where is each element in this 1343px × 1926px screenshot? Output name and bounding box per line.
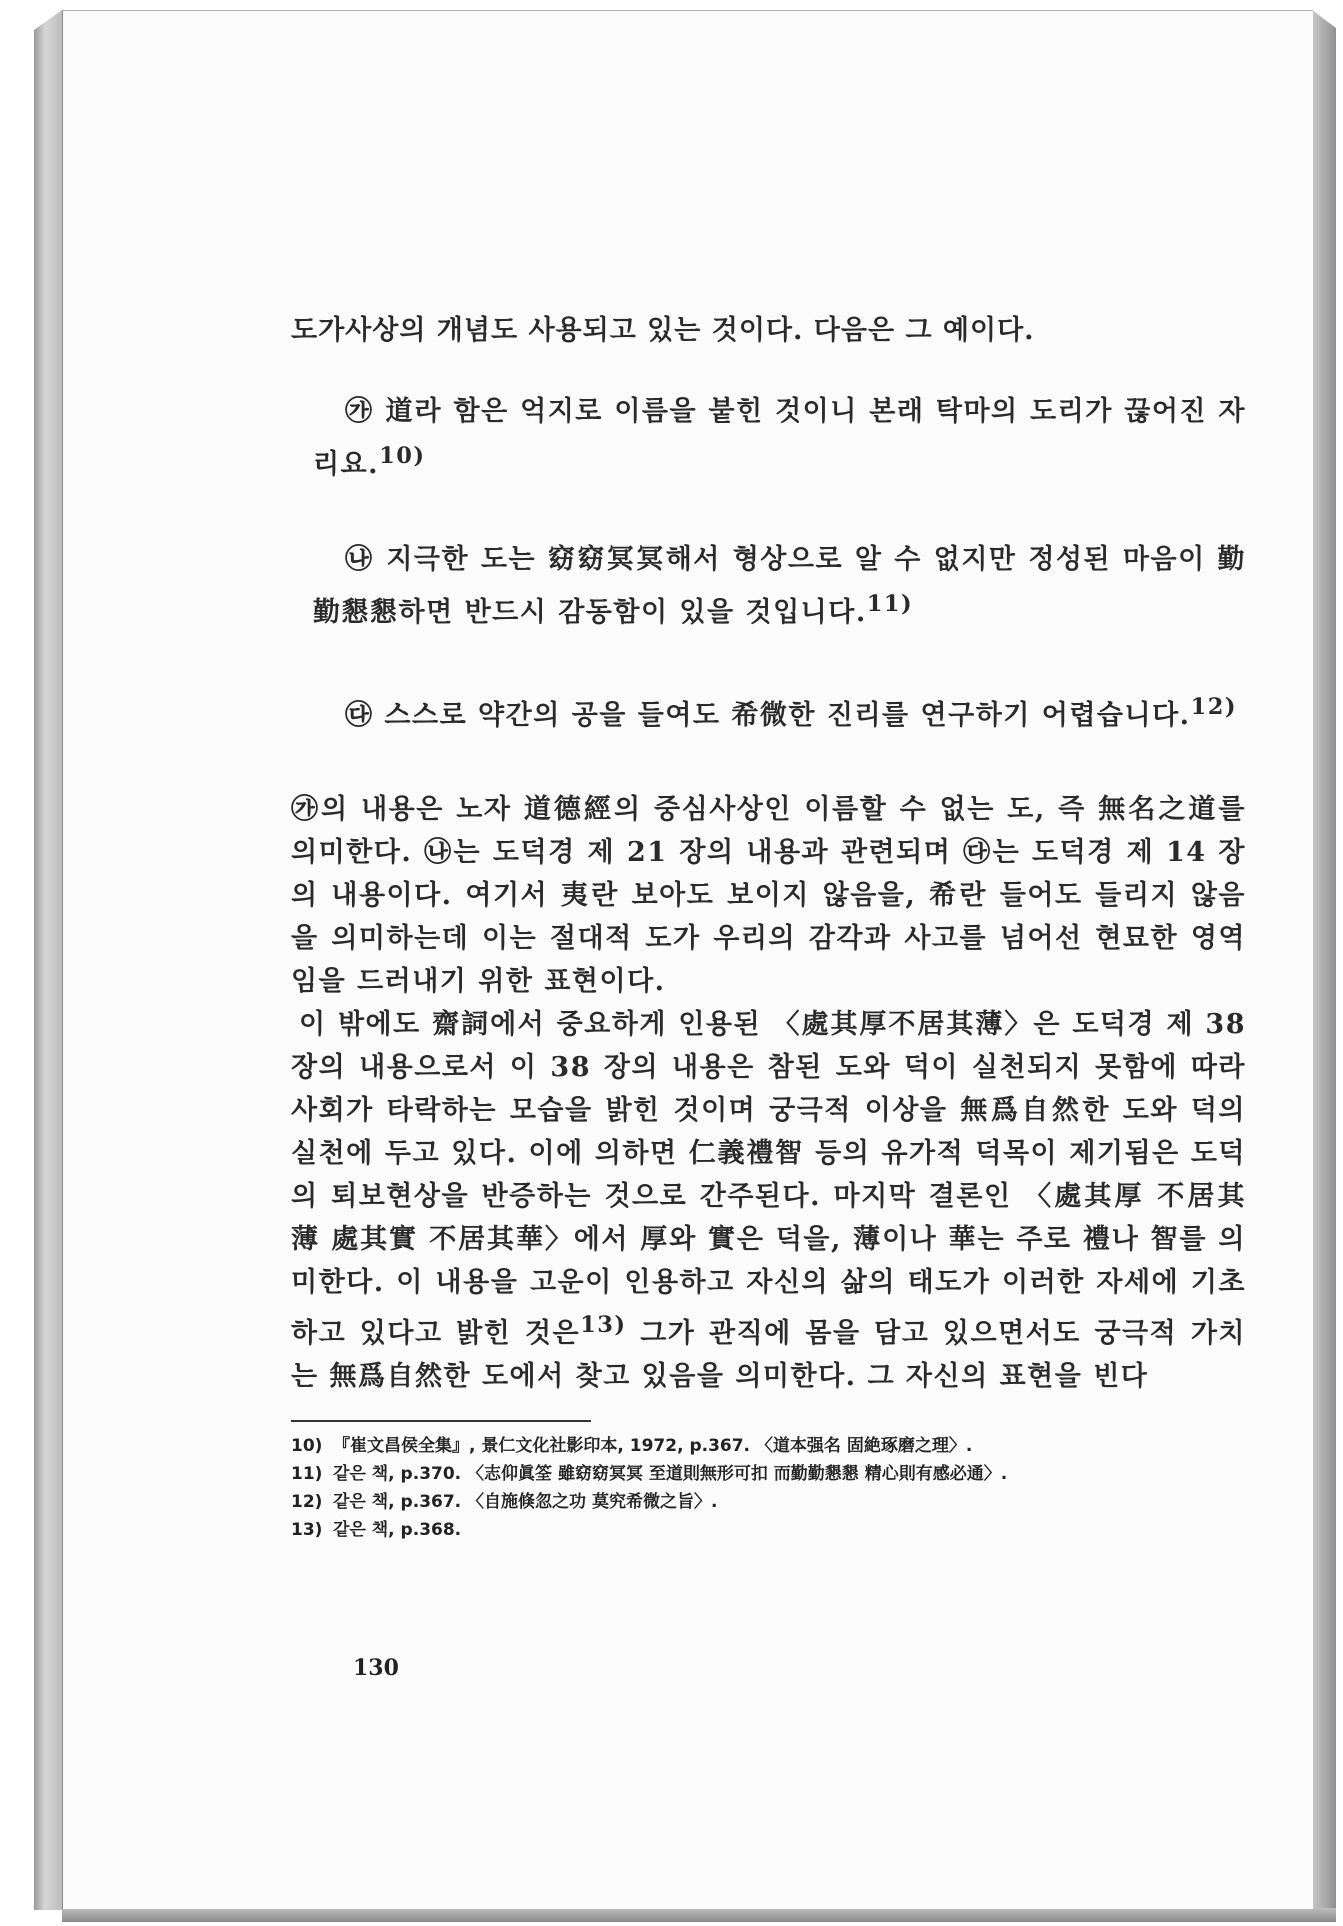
footnote-number: 12)	[291, 1492, 323, 1512]
footnote-ref: 13)	[580, 1312, 627, 1338]
body-paragraph-2	[291, 1003, 1246, 1398]
footnote-text: 같은 책, p.367. 〈自施倏忽之功 莫究希微之旨〉.	[333, 1492, 718, 1512]
quote-da	[291, 685, 1246, 738]
footnote-number: 11)	[291, 1464, 323, 1484]
page-stack-bottom-edge	[62, 1908, 1336, 1922]
footnote-11	[291, 1460, 1246, 1488]
body-paragraph-1: ㉮의 내용은 노자 道德經의 중심사상인 이름할 수 없는 도, 즉 無名之道를 의미한다. ㉯는 도덕경 제 21 장의 내용과 관련되며 ㉰는 도덕경 제 14 장의 내용이다. 여기서 夷란 보아도 보이지 않음을, 希란 들어도 들리지 않음을 의미하는데 이는 절대적 도가 우리의 감각과 사고를 넘어선 현묘한 영역임을 드러내기 위한 표현이다.	[291, 794, 1246, 997]
page-stack-right-edge	[1312, 10, 1336, 1914]
body-paragraph-2-text: 이 밖에도 齋詞에서 중요하게 인용된 〈處其厚不居其薄〉은 도덕경 제 38 장의 내용으로서 이 38 장의 내용은 참된 도와 덕이 실천되지 못함에 따라 사회가 타락하는 모습을 밝힌 것이며 궁극적 이상을 無爲自然한 도와 덕의 실천에 두고 있다. 이에 의하면 仁義禮智 등의 유가적 덕목이 제기됨은 도덕의 퇴보현상을 반증하는 것으로 간주된다. 마지막 결론인 〈處其厚 不居其薄 處其實 不居其華〉에서 厚와 實은 덕을, 薄이나 華는 주로 禮나 智를 의미한다. 이 내용을 고운이 인용하고 자신의 삶의 태도가 이러한 자세에 기초하고 있다고 밝힌 것은	[291, 1009, 1246, 1349]
footnote-number: 10)	[291, 1436, 323, 1456]
page-number: 130	[353, 1655, 399, 1681]
footnote-ref: 10)	[379, 443, 426, 469]
footnote-10	[291, 1432, 1246, 1460]
quote-text: 道라 함은 억지로 이름을 붙힌 것이니 본래 탁마의 도리가 끊어진 자리요.	[313, 396, 1246, 480]
footnote-divider	[291, 1420, 591, 1422]
page-stack-left-edge	[34, 10, 62, 1910]
footnote-number: 13)	[291, 1520, 323, 1540]
footnote-ref: 12)	[1190, 694, 1238, 720]
quote-text: 스스로 약간의 공을 들여도 希微한 진리를 연구하기 어렵습니다.	[384, 700, 1191, 731]
quote-block	[291, 389, 1246, 738]
footnotes	[291, 1432, 1246, 1544]
quote-marker: ㉮	[345, 396, 375, 427]
body-paragraph-2-tail: 그가 관직에 몸을 담고 있으면서도 궁극적 가치는 無爲自然한 도에서 찾고 있음을 의미한다. 그 자신의 표현을 빈다	[291, 1318, 1246, 1392]
quote-text: 지극한 도는 窈窈冥冥해서 형상으로 알 수 없지만 정성된 마음이 勤勤懇懇하면 반드시 감동함이 있을 것입니다.	[313, 544, 1247, 628]
footnote-text: 『崔文昌侯全集』, 景仁文化社影印本, 1972, p.367. 〈道本强名 固絶琢磨之理〉.	[333, 1436, 973, 1456]
quote-ga	[291, 389, 1246, 487]
intro-line: 도가사상의 개념도 사용되고 있는 것이다. 다음은 그 예이다.	[291, 315, 1035, 346]
quote-marker: ㉰	[345, 700, 374, 731]
book-page	[62, 10, 1313, 1909]
footnote-text: 같은 책, p.368.	[333, 1520, 462, 1540]
page-content	[291, 311, 1246, 1544]
quote-marker: ㉯	[345, 544, 375, 575]
footnote-12	[291, 1488, 1246, 1516]
footnote-13	[291, 1516, 1246, 1544]
footnote-ref: 11)	[866, 591, 914, 617]
footnote-text: 같은 책, p.370. 〈志仰眞筌 雖窈窈冥冥 至道則無形可扣 而勤勤懇懇 精心則有感必通〉.	[333, 1464, 1008, 1484]
quote-na	[291, 537, 1246, 635]
